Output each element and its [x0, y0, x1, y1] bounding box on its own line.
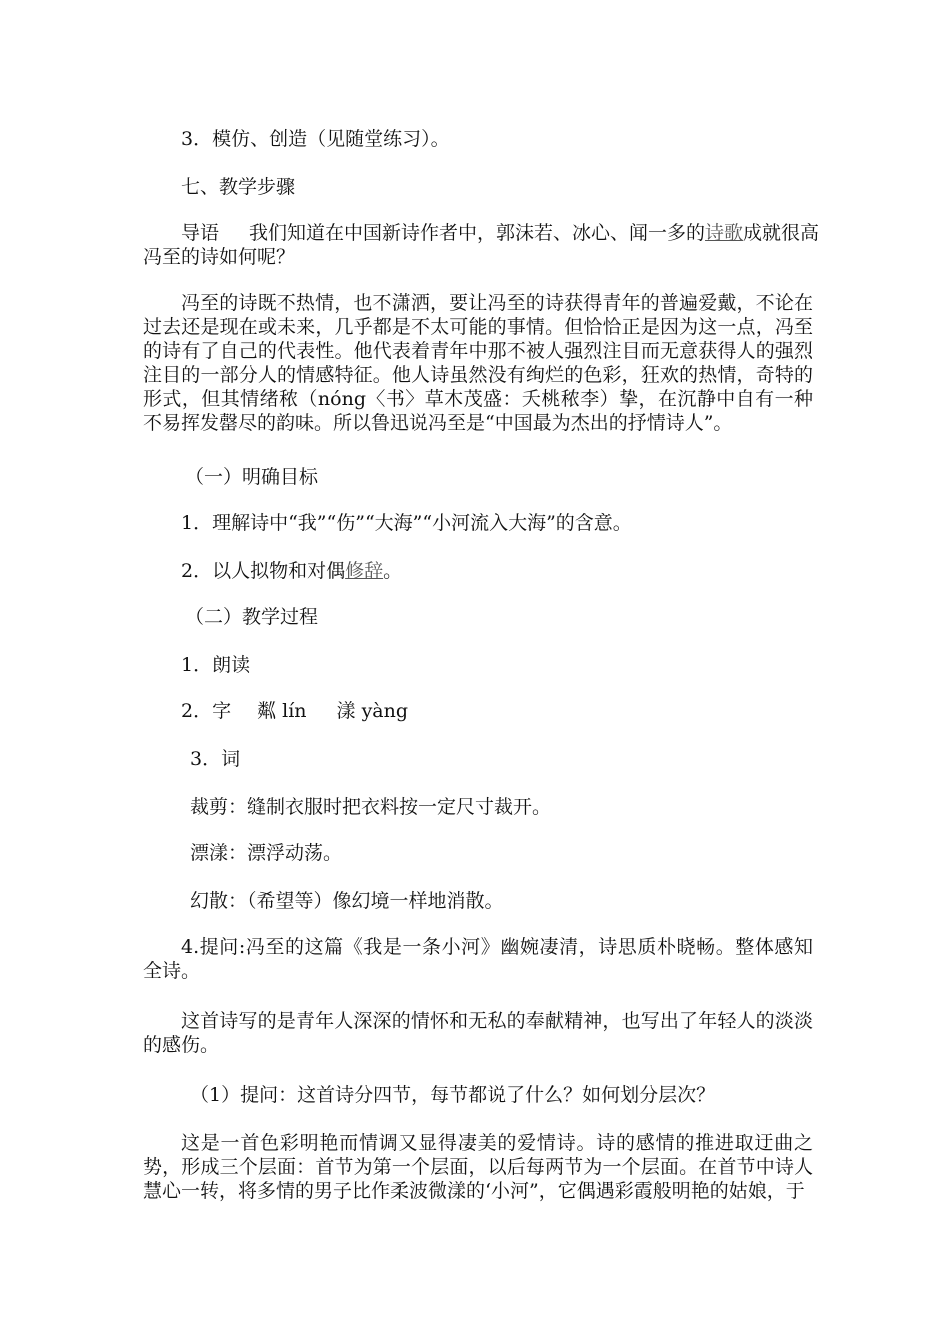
question-4: 4.提问:冯至的这篇《我是一条小河》幽婉凄清，诗思质朴晓畅。整体感知全诗。: [143, 936, 813, 982]
intro-line-2: 冯至的诗如何呢？: [143, 246, 296, 268]
step-characters: [181, 699, 408, 723]
heading-clear-goals: （一）明确目标: [185, 466, 319, 488]
intro-text-tail: 成就很高: [743, 222, 820, 244]
intro-line-1: [181, 221, 819, 245]
intro-text: 我们知道在中国新诗作者中，郭沫若、冰心、闻一多的: [249, 222, 706, 244]
word-caijian: 裁剪：缝制衣服时把衣料按一定尺寸裁开。: [190, 796, 552, 818]
word-huansan: 幻散：（希望等）像幻境一样地消散。: [190, 890, 504, 912]
step-3-line: 3．模仿、创造（见随堂练习）。: [181, 128, 450, 150]
word-piaoyang: 漂漾：漂浮动荡。: [190, 842, 343, 864]
goal-1: 1．理解诗中“我”“伤”“大海”“小河流入大海”的含意。: [181, 512, 632, 534]
char-lin: 粼 lín: [257, 700, 307, 722]
goal-2-tail: 。: [383, 560, 403, 582]
char-yang: 漾 yàng: [336, 700, 409, 722]
goal-2-text: 2．以人拟物和对偶: [181, 560, 346, 582]
step-words: 3．词: [190, 748, 241, 770]
step-characters-label: 2．字: [181, 700, 232, 722]
paragraph-love-poem: 这是一首色彩明艳而情调又显得凄美的爱情诗。诗的感情的推进取迂曲之势，形成三个层面：首节为第一个层面，以后每两节为一个层面。在首节中诗人慧心一转，将多情的男子比作柔波微漾的‘小河”，它偶遇彩霞般明艳的姑娘，于: [143, 1132, 813, 1202]
step-read-aloud: 1．朗读: [181, 654, 251, 676]
question-5: （1）提问：这首诗分四节，每节都说了什么？如何划分层次？: [190, 1084, 716, 1106]
intro-label: 导语: [181, 222, 220, 244]
goal-2: [181, 559, 402, 583]
paragraph-poem-summary: 这首诗写的是青年人深深的情怀和无私的奉献精神，也写出了年轻人的淡淡的感伤。: [143, 1010, 813, 1056]
heading-teaching-process: （二）教学过程: [185, 606, 319, 628]
poetry-link[interactable]: 诗歌: [705, 222, 744, 244]
section-heading-teaching-steps: 七、教学步骤: [181, 176, 296, 198]
paragraph-feng-zhi-poetry: 冯至的诗既不热情，也不潇洒，要让冯至的诗获得青年的普遍爱戴，不论在过去还是现在或未来，几乎都是不太可能的事情。但恰恰正是因为这一点，冯至的诗有了自己的代表性。他代表着青年中那不被人强烈注目而无意获得人的强烈注目的一部分人的情感特征。他人诗虽然没有绚烂的色彩，狂欢的热情，奇特的形式，但其情绪秾（nóng〈书〉草木茂盛：夭桃秾李）挚，在沉静中自有一种不易挥发罄尽的韵味。所以鲁迅说冯至是“中国最为杰出的抒情诗人”。: [143, 292, 813, 434]
rhetoric-link[interactable]: 修辞: [345, 560, 384, 582]
